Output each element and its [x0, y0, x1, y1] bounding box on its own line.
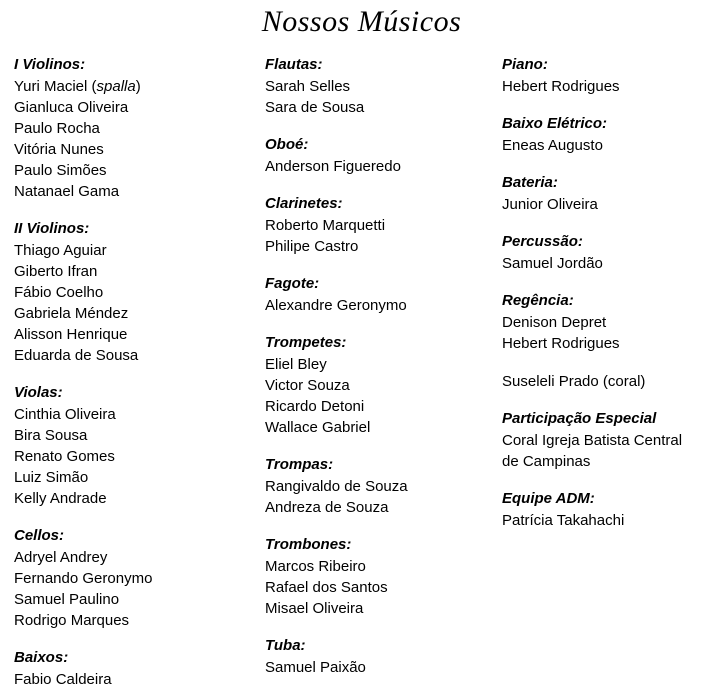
- musician-name: Victor Souza: [265, 377, 350, 394]
- musician-name: Natanael Gama: [14, 183, 120, 200]
- musician-name: Denison Depret: [502, 314, 607, 331]
- column-winds: [265, 55, 502, 678]
- musician-name: Hebert Rodrigues: [502, 335, 620, 352]
- musician-group: [265, 535, 502, 619]
- musician-name: Samuel Paulino: [14, 591, 120, 608]
- column-strings: [0, 55, 265, 690]
- musician-name: Roberto Marquetti: [265, 217, 386, 234]
- musician-group: [265, 135, 502, 177]
- group-title: Trombones:: [265, 536, 352, 553]
- musician-name: Gabriela Méndez: [14, 305, 129, 322]
- group-title: Baixos:: [14, 649, 69, 666]
- musician-name: Luiz Simão: [14, 469, 89, 486]
- musician-group: [14, 55, 265, 202]
- group-title: I Violinos:: [14, 56, 86, 73]
- musician-name: Gianluca Oliveira: [14, 99, 129, 116]
- musician-name: Fernando Geronymo: [14, 570, 153, 587]
- musician-name: Rodrigo Marques: [14, 612, 130, 629]
- musician-group: [502, 489, 723, 531]
- musician-name: Paulo Simões: [14, 162, 107, 179]
- musician-group: [502, 291, 723, 354]
- musician-name: Eliel Bley: [265, 356, 327, 373]
- musician-name: Hebert Rodrigues: [502, 78, 620, 95]
- musician-name: Bira Sousa: [14, 427, 88, 444]
- musician-name: Cinthia Oliveira: [14, 406, 116, 423]
- group-title: Regência:: [502, 292, 574, 309]
- group-title: II Violinos:: [14, 220, 90, 237]
- musician-name: Eneas Augusto: [502, 137, 603, 154]
- group-title: Violas:: [14, 384, 63, 401]
- musician-name: Thiago Aguiar: [14, 242, 107, 259]
- musician-name: Alisson Henrique: [14, 326, 128, 343]
- group-title: Percussão:: [502, 233, 583, 250]
- musician-name: Sara de Sousa: [265, 99, 365, 116]
- musician-group: [265, 636, 502, 678]
- musician-group: [502, 173, 723, 215]
- musician-group: [265, 55, 502, 118]
- group-title: Cellos:: [14, 527, 65, 544]
- musician-name: Anderson Figueredo: [265, 158, 401, 175]
- musician-name: Andreza de Souza: [265, 499, 389, 516]
- group-title: Baixo Elétrico:: [502, 115, 608, 132]
- musician-name: Patrícia Takahachi: [502, 512, 625, 529]
- spalla-annotation: spalla: [96, 78, 136, 95]
- musician-group: [265, 194, 502, 257]
- musician-name: Renato Gomes: [14, 448, 115, 465]
- musician-group: [14, 219, 265, 366]
- musician-group: [502, 114, 723, 156]
- musician-group: [265, 274, 502, 316]
- musician-name: Rafael dos Santos: [265, 579, 388, 596]
- columns-container: [0, 39, 723, 690]
- group-title: Trompas:: [265, 456, 334, 473]
- musician-name: Yuri Maciel (spalla): [14, 78, 141, 95]
- musician-group: [502, 55, 723, 97]
- plain-line: Suseleli Prado (coral): [502, 373, 646, 390]
- musician-name: Kelly Andrade: [14, 490, 107, 507]
- musician-name: Wallace Gabriel: [265, 419, 371, 436]
- page-title: Nossos Músicos: [261, 5, 462, 38]
- musician-name: Philipe Castro: [265, 238, 359, 255]
- musician-name: Alexandre Geronymo: [265, 297, 407, 314]
- musician-name: de Campinas: [502, 453, 591, 470]
- musician-group: [502, 409, 723, 472]
- musician-name: Junior Oliveira: [502, 196, 598, 213]
- group-title: Participação Especial: [502, 410, 657, 427]
- musician-name: Samuel Paixão: [265, 659, 366, 676]
- musician-name: Vitória Nunes: [14, 141, 104, 158]
- group-title: Oboé:: [265, 136, 309, 153]
- musician-name: Samuel Jordão: [502, 255, 603, 272]
- group-title: Flautas:: [265, 56, 323, 73]
- musician-name: Ricardo Detoni: [265, 398, 365, 415]
- musician-name: Giberto Ifran: [14, 263, 98, 280]
- musician-group: [14, 648, 265, 690]
- musician-name: Eduarda de Sousa: [14, 347, 139, 364]
- group-title: Piano:: [502, 56, 548, 73]
- musician-name: Adryel Andrey: [14, 549, 108, 566]
- musician-group: [502, 371, 723, 392]
- column-rhythm-direction: [502, 55, 723, 531]
- musician-name: Coral Igreja Batista Central: [502, 432, 683, 449]
- musician-group: [14, 383, 265, 509]
- musician-name: Misael Oliveira: [265, 600, 364, 617]
- group-title: Bateria:: [502, 174, 558, 191]
- group-title: Clarinetes:: [265, 195, 343, 212]
- group-title: Tuba:: [265, 637, 306, 654]
- musician-group: [14, 526, 265, 631]
- musician-name: Fábio Coelho: [14, 284, 104, 301]
- musician-name: Marcos Ribeiro: [265, 558, 366, 575]
- musician-name: Rangivaldo de Souza: [265, 478, 408, 495]
- musician-name: Sarah Selles: [265, 78, 351, 95]
- musician-name: Fabio Caldeira: [14, 671, 112, 688]
- group-title: Equipe ADM:: [502, 490, 595, 507]
- musician-name: Paulo Rocha: [14, 120, 100, 137]
- group-title: Trompetes:: [265, 334, 347, 351]
- group-title: Fagote:: [265, 275, 320, 292]
- musician-group: [265, 455, 502, 518]
- musician-group: [265, 333, 502, 438]
- musician-group: [502, 232, 723, 274]
